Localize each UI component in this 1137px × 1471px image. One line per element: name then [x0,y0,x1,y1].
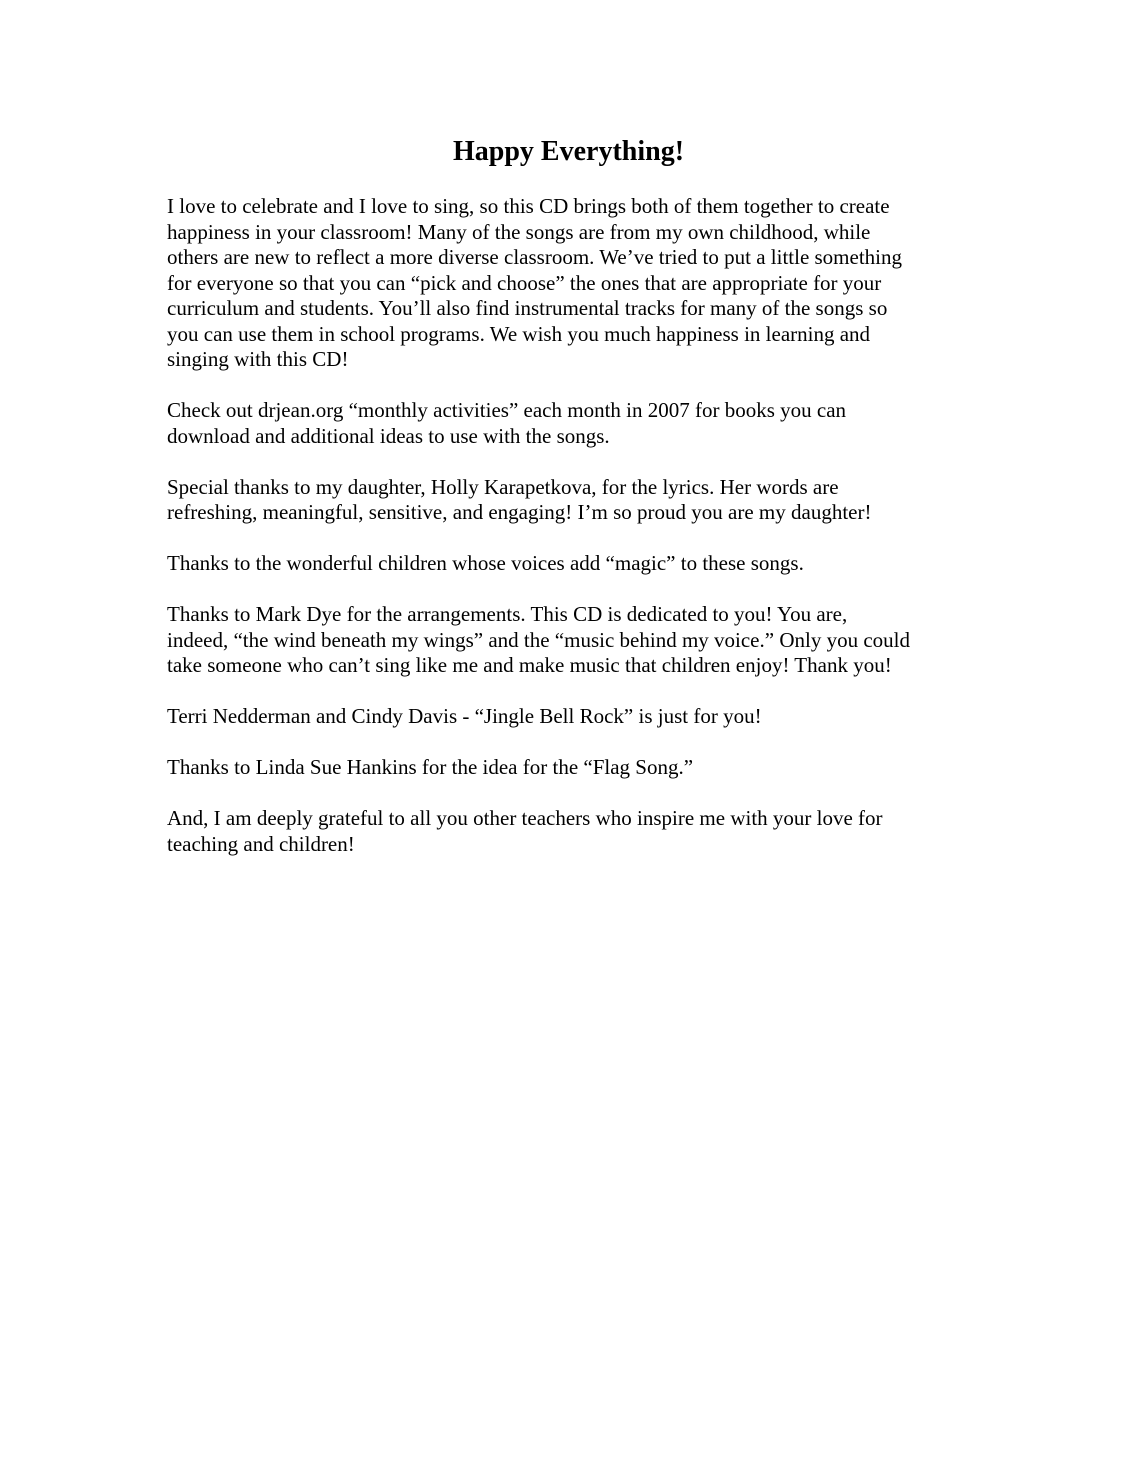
text-line: download and additional ideas to use with the songs. [167,423,610,448]
paragraph-dedication-jingle [167,704,977,730]
text-line: happiness in your classroom! Many of the songs are from my own childhood, while [167,219,871,244]
text-line: indeed, “the wind beneath my wings” and the “music behind my voice.” Only you could [167,627,910,652]
text-line: singing with this CD! [167,347,349,371]
text-line: Special thanks to my daughter, Holly Karapetkova, for the lyrics. Her words are [167,474,839,499]
text-line: refreshing, meaningful, sensitive, and engaging! I’m so proud you are my daughter! [167,500,872,524]
text-line: for everyone so that you can “pick and choose” the ones that are appropriate for your [167,270,882,295]
text-line: And, I am deeply grateful to all you other teachers who inspire me with your love for [167,806,883,830]
text-line: Check out drjean.org “monthly activities” each month in 2007 for books you can [167,398,847,422]
paragraph-thanks-teachers [167,806,977,857]
paragraph-thanks-children [167,551,977,577]
text-line: Thanks to Mark Dye for the arrangements. This CD is dedicated to you! You are, [167,602,848,626]
text-line: take someone who can’t sing like me and make music that children enjoy! Thank you! [167,653,892,677]
paragraph-intro [167,194,977,373]
document-body [167,194,977,883]
paragraph-website [167,398,977,449]
paragraph-thanks-arranger [167,602,977,679]
page-title: Happy Everything! [452,136,685,167]
paragraph-thanks-flag-song [167,755,977,781]
text-line: curriculum and students. You’ll also find instrumental tracks for many of the songs so [167,296,888,320]
text-line: Terri Nedderman and Cindy Davis - “Jingle Bell Rock” is just for you! [167,704,762,728]
text-line: Thanks to Linda Sue Hankins for the idea for the “Flag Song.” [167,755,694,779]
text-line: teaching and children! [167,831,355,856]
text-line: you can use them in school programs. We wish you much happiness in learning and [167,321,871,346]
text-line: others are new to reflect a more diverse classroom. We’ve tried to put a little something [167,245,903,269]
paragraph-thanks-daughter [167,475,977,526]
text-line: I love to celebrate and I love to sing, so this CD brings both of them together to create [167,194,890,218]
text-line: Thanks to the wonderful children whose voices add “magic” to these songs. [167,551,804,575]
